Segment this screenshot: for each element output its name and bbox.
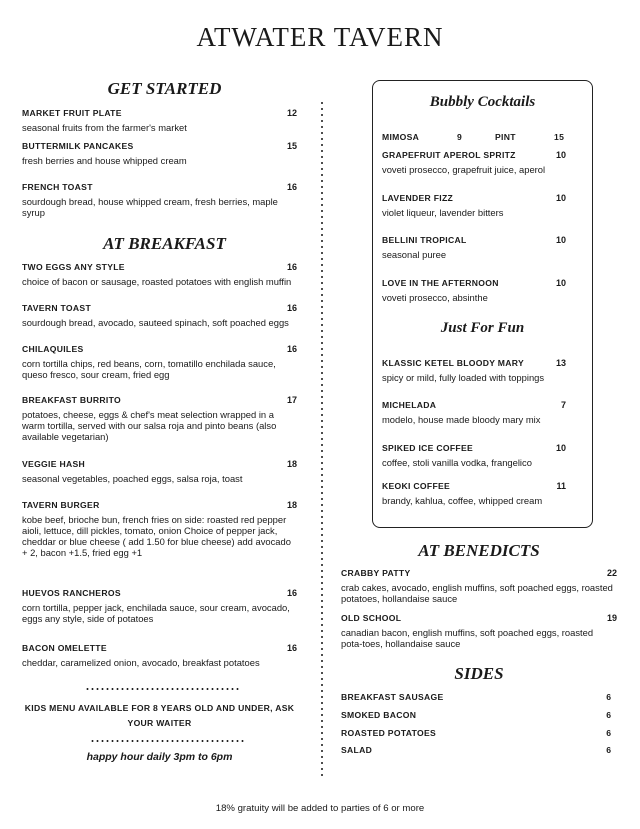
item-description: seasonal fruits from the farmer's market: [22, 122, 187, 133]
item-price: 11: [556, 481, 566, 491]
item-name: BUTTERMILK PANCAKES: [22, 141, 134, 151]
side-item: [341, 745, 611, 755]
item-price: 15: [286, 141, 297, 151]
item-price: 10: [555, 443, 566, 453]
section-title-just-for-fun: Just For Fun: [440, 320, 525, 336]
menu-item: [22, 108, 297, 133]
item-price: 16: [286, 303, 297, 313]
item-description: coffee, stoli vanilla vodka, frangelico: [382, 457, 532, 468]
menu-item: [22, 182, 297, 218]
menu-item: [22, 344, 297, 380]
item-description: spicy or mild, fully loaded with toppings: [382, 372, 545, 383]
side-item: [341, 692, 611, 702]
happy-hour-note: happy hour daily 3pm to 6pm: [86, 751, 233, 763]
menu-item: [22, 395, 297, 442]
item-name: ROASTED POTATOES: [341, 728, 437, 738]
menu-item: [382, 278, 566, 303]
item-price: 18: [286, 459, 297, 469]
menu-item: [22, 500, 297, 558]
pint-label: PINT: [495, 132, 516, 142]
item-name: LOVE IN THE AFTERNOON: [382, 278, 499, 288]
item-price: 7: [560, 400, 566, 410]
item-name: TAVERN BURGER: [22, 500, 100, 510]
item-name: GRAPEFRUIT APEROL SPRITZ: [382, 150, 516, 160]
item-description: violet liqueur, lavender bitters: [382, 207, 504, 218]
kids-menu-note: KIDS MENU AVAILABLE FOR 8 YEARS OLD AND UNDER, ASK YOUR WAITER: [24, 703, 295, 728]
item-price: 13: [555, 358, 566, 368]
item-name: BREAKFAST SAUSAGE: [341, 692, 444, 702]
item-name: SPIKED ICE COFFEE: [382, 443, 474, 453]
item-name: CHILAQUILES: [22, 344, 84, 354]
item-price: 6: [606, 728, 611, 738]
item-price: 16: [286, 182, 297, 192]
section-title-at-benedicts: AT BENEDICTS: [418, 541, 540, 560]
item-name: MICHELADA: [382, 400, 437, 410]
item-price: 17: [286, 395, 297, 405]
restaurant-title: ATWATER TAVERN: [196, 22, 444, 52]
dotted-divider: [85, 688, 240, 690]
item-name: HUEVOS RANCHEROS: [22, 588, 121, 598]
menu-item: [22, 588, 297, 624]
item-name: OLD SCHOOL: [341, 613, 402, 623]
item-price: 22: [606, 568, 617, 578]
item-description: modelo, house made bloody mary mix: [382, 414, 541, 425]
item-price: 16: [286, 643, 297, 653]
item-name: TAVERN TOAST: [22, 303, 92, 313]
menu-item: [22, 262, 297, 287]
item-price: 16: [286, 262, 297, 272]
item-price: 10: [555, 278, 566, 288]
menu-item: [22, 643, 297, 668]
item-name: TWO EGGS ANY STYLE: [22, 262, 125, 272]
column-divider: [321, 100, 323, 780]
item-name: MARKET FRUIT PLATE: [22, 108, 122, 118]
item-name: BELLINI TROPICAL: [382, 235, 467, 245]
pint-price: 15: [554, 132, 565, 142]
item-description: choice of bacon or sausage, roasted potatoes with english muffin: [22, 276, 292, 287]
section-title-get-started: GET STARTED: [107, 79, 222, 98]
item-description: seasonal vegetables, poached eggs, salsa roja, toast: [22, 473, 243, 484]
item-description: kobe beef, brioche bun, french fries on side: roasted red pepper aioli, lettuce, dill pickles, tomato, onion Choice of pepper jack, cheddar or blue cheese ( add 1.50 for blue cheese) add avocado + 2, bacon +1.5, fried egg +1: [22, 514, 291, 558]
menu-item: [341, 568, 617, 604]
item-price: 9: [457, 132, 463, 142]
menu-item: [382, 358, 566, 383]
menu-item: [341, 613, 617, 649]
item-name: BACON OMELETTE: [22, 643, 107, 653]
item-price: 18: [286, 500, 297, 510]
item-name: SMOKED BACON: [341, 710, 417, 720]
side-item: [341, 728, 611, 738]
item-name: BREAKFAST BURRITO: [22, 395, 121, 405]
item-name: MIMOSA: [382, 132, 420, 142]
item-description: crab cakes, avocado, english muffins, soft poached eggs, roasted potatoes, hollandaise sauce: [341, 582, 613, 604]
item-price: 16: [286, 588, 297, 598]
item-description: voveti prosecco, absinthe: [382, 292, 488, 303]
item-description: fresh berries and house whipped cream: [22, 155, 187, 166]
item-name: VEGGIE HASH: [22, 459, 85, 469]
section-title-sides: SIDES: [454, 664, 504, 683]
menu-item: [382, 400, 566, 425]
item-description: sourdough bread, avocado, sauteed spinach, soft poached eggs: [22, 317, 289, 328]
item-name: SALAD: [341, 745, 373, 755]
item-price: 6: [606, 692, 611, 702]
item-description: voveti prosecco, grapefruit juice, aperol: [382, 164, 546, 175]
item-description: corn tortilla, pepper jack, enchilada sauce, sour cream, avocado, eggs any style, side of potatoes: [22, 602, 290, 624]
item-name: KLASSIC KETEL BLOODY MARY: [382, 358, 524, 368]
item-price: 19: [606, 613, 617, 623]
item-name: LAVENDER FIZZ: [382, 193, 454, 203]
menu-item: [382, 193, 566, 218]
item-description: brandy, kahlua, coffee, whipped cream: [382, 495, 543, 506]
gratuity-note: 18% gratuity will be added to parties of 6 or more: [215, 803, 425, 814]
menu-item: [382, 481, 566, 506]
item-price: 12: [286, 108, 297, 118]
section-title-bubbly-cocktails: Bubbly Cocktails: [429, 94, 536, 110]
side-item: [341, 710, 611, 720]
item-price: 6: [606, 745, 611, 755]
menu-item: [22, 303, 297, 328]
section-title-at-breakfast: AT BREAKFAST: [103, 234, 226, 253]
menu-item: [22, 141, 297, 166]
item-name: CRABBY PATTY: [341, 568, 411, 578]
menu-item: [22, 459, 297, 484]
item-description: sourdough bread, house whipped cream, fresh berries, maple syrup: [22, 196, 278, 218]
item-price: 16: [286, 344, 297, 354]
item-description: cheddar, caramelized onion, avocado, breakfast potatoes: [22, 657, 260, 668]
item-name: KEOKI COFFEE: [382, 481, 451, 491]
item-description: corn tortilla chips, red beans, corn, tomatillo enchilada sauce, queso fresco, sour cream, fried egg: [22, 358, 276, 380]
dotted-divider: [90, 740, 245, 742]
item-description: canadian bacon, english muffins, soft poached eggs, roasted pota-toes, hollandaise sauce: [341, 627, 594, 649]
item-name: FRENCH TOAST: [22, 182, 93, 192]
item-description: potatoes, cheese, eggs & chef's meat selection wrapped in a warm tortilla, served with our salsa roja and pinto beans (also available vegetarian): [22, 409, 277, 442]
menu-item: [382, 235, 566, 260]
item-description: seasonal puree: [382, 249, 447, 260]
item-price: 10: [555, 150, 566, 160]
menu-item: [382, 150, 566, 175]
item-price: 10: [555, 235, 566, 245]
item-price: 6: [606, 710, 611, 720]
menu-item: [382, 443, 566, 468]
item-price: 10: [555, 193, 566, 203]
